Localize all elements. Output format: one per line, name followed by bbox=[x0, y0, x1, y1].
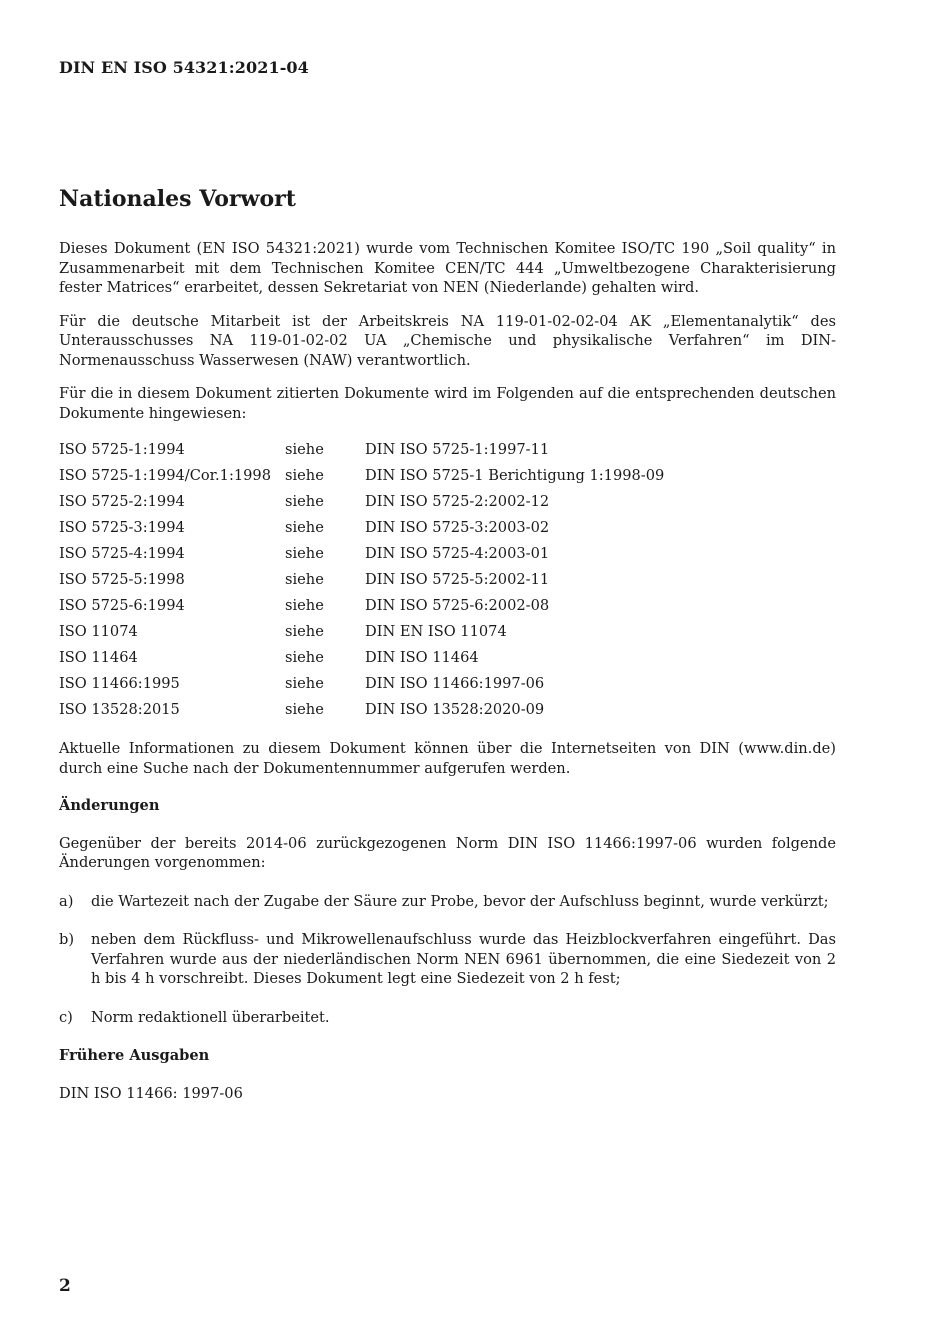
table-row bbox=[59, 437, 664, 463]
paragraph-committee: Dieses Dokument (EN ISO 54321:2021) wurde vom Technischen Komitee ISO/TC 190 „Soil quality“ in Zusammenarbeit mit dem Technischen Komitee CEN/TC 444 „Umweltbezogene Charakterisierung fester Matrices“ erarbeitet, dessen Sekretariat von NEN (Niederlande) gehalten wird. bbox=[59, 240, 836, 296]
see-label: siehe bbox=[285, 623, 324, 641]
list-item bbox=[59, 930, 836, 989]
table-row bbox=[59, 671, 664, 697]
table-row bbox=[59, 463, 664, 489]
iso-reference: ISO 5725-6:1994 bbox=[59, 597, 185, 615]
see-label: siehe bbox=[285, 597, 324, 615]
see-label: siehe bbox=[285, 571, 324, 589]
din-reference: DIN ISO 5725-5:2002-11 bbox=[365, 571, 550, 589]
see-label: siehe bbox=[285, 441, 324, 459]
din-reference: DIN ISO 5725-6:2002-08 bbox=[365, 597, 550, 615]
page-title: Nationales Vorwort bbox=[59, 186, 296, 212]
table-row bbox=[59, 541, 664, 567]
iso-reference: ISO 11074 bbox=[59, 623, 138, 641]
iso-reference: ISO 5725-1:1994 bbox=[59, 441, 185, 459]
list-item-text: neben dem Rückfluss- und Mikrowellenaufschluss wurde das Heizblockverfahren eingeführt. Das Verfahren wurde aus der niederländischen Norm NEN 6961 übernommen, die eine Siedezeit von 2 h bis 4 h vorschreibt. Dieses Dokument legt eine Siedezeit von 2 h fest; bbox=[91, 931, 836, 987]
din-reference: DIN ISO 5725-1:1997-11 bbox=[365, 441, 550, 459]
paragraph-working-group: Für die deutsche Mitarbeit ist der Arbeitskreis NA 119-01-02-02-04 AK „Elementanalytik“ des Unterausschusses NA 119-01-02-02 UA „Chemische und physikalische Verfahren“ im DIN-Normenausschuss Wasserwesen (NAW) verantwortlich. bbox=[59, 312, 836, 369]
changes-intro: Gegenüber der bereits 2014-06 zurückgezogenen Norm DIN ISO 11466:1997-06 wurden folgende Änderungen vorgenommen: bbox=[59, 834, 836, 871]
changes-heading: Änderungen bbox=[59, 797, 160, 814]
iso-reference: ISO 11466:1995 bbox=[59, 675, 180, 693]
earlier-editions-heading: Frühere Ausgaben bbox=[59, 1047, 210, 1064]
iso-reference: ISO 5725-4:1994 bbox=[59, 545, 185, 563]
earlier-editions-text: DIN ISO 11466: 1997-06 bbox=[59, 1084, 243, 1102]
list-item-text: die Wartezeit nach der Zugabe der Säure zur Probe, bevor der Aufschluss beginnt, wurde verkürzt; bbox=[91, 892, 829, 910]
iso-reference: ISO 5725-3:1994 bbox=[59, 519, 185, 537]
see-label: siehe bbox=[285, 701, 324, 719]
list-marker: b) bbox=[59, 931, 75, 948]
list-item bbox=[59, 1008, 836, 1028]
iso-reference: ISO 11464 bbox=[59, 649, 138, 667]
table-row bbox=[59, 489, 664, 515]
see-label: siehe bbox=[285, 545, 324, 563]
page-number: 2 bbox=[59, 1276, 71, 1296]
iso-reference: ISO 5725-5:1998 bbox=[59, 571, 185, 589]
din-reference: DIN ISO 5725-4:2003-01 bbox=[365, 545, 550, 563]
list-marker: a) bbox=[59, 892, 74, 910]
document-id-header: DIN EN ISO 54321:2021-04 bbox=[59, 58, 309, 77]
paragraph-online-info: Aktuelle Informationen zu diesem Dokument können über die Internetseiten von DIN (www.din.de) durch eine Suche nach der Dokumentennummer aufgerufen werden. bbox=[59, 740, 836, 777]
din-reference: DIN ISO 13528:2020-09 bbox=[365, 701, 545, 719]
din-reference: DIN ISO 11464 bbox=[365, 649, 479, 667]
din-reference: DIN EN ISO 11074 bbox=[365, 623, 507, 641]
table-row bbox=[59, 515, 664, 541]
paragraph-references-intro: Für die in diesem Dokument zitierten Dokumente wird im Folgenden auf die entsprechenden deutschen Dokumente hingewiesen: bbox=[59, 385, 836, 422]
din-reference: DIN ISO 11466:1997-06 bbox=[365, 675, 545, 693]
din-reference: DIN ISO 5725-2:2002-12 bbox=[365, 493, 550, 511]
iso-reference: ISO 5725-2:1994 bbox=[59, 493, 185, 511]
see-label: siehe bbox=[285, 467, 324, 485]
list-item bbox=[59, 892, 836, 912]
see-label: siehe bbox=[285, 649, 324, 667]
table-row bbox=[59, 645, 664, 671]
table-row bbox=[59, 567, 664, 593]
iso-reference: ISO 5725-1:1994/Cor.1:1998 bbox=[59, 467, 272, 485]
din-reference: DIN ISO 5725-1 Berichtigung 1:1998-09 bbox=[365, 467, 665, 485]
document-body bbox=[59, 239, 836, 1117]
table-row bbox=[59, 593, 664, 619]
see-label: siehe bbox=[285, 675, 324, 693]
din-reference: DIN ISO 5725-3:2003-02 bbox=[365, 519, 550, 537]
list-item-text: Norm redaktionell überarbeitet. bbox=[91, 1008, 330, 1026]
see-label: siehe bbox=[285, 493, 324, 511]
table-row bbox=[59, 697, 664, 723]
changes-list bbox=[59, 892, 836, 1028]
iso-reference: ISO 13528:2015 bbox=[59, 701, 180, 719]
table-row bbox=[59, 619, 664, 645]
reference-table bbox=[59, 437, 664, 723]
list-marker: c) bbox=[59, 1008, 73, 1026]
see-label: siehe bbox=[285, 519, 324, 537]
